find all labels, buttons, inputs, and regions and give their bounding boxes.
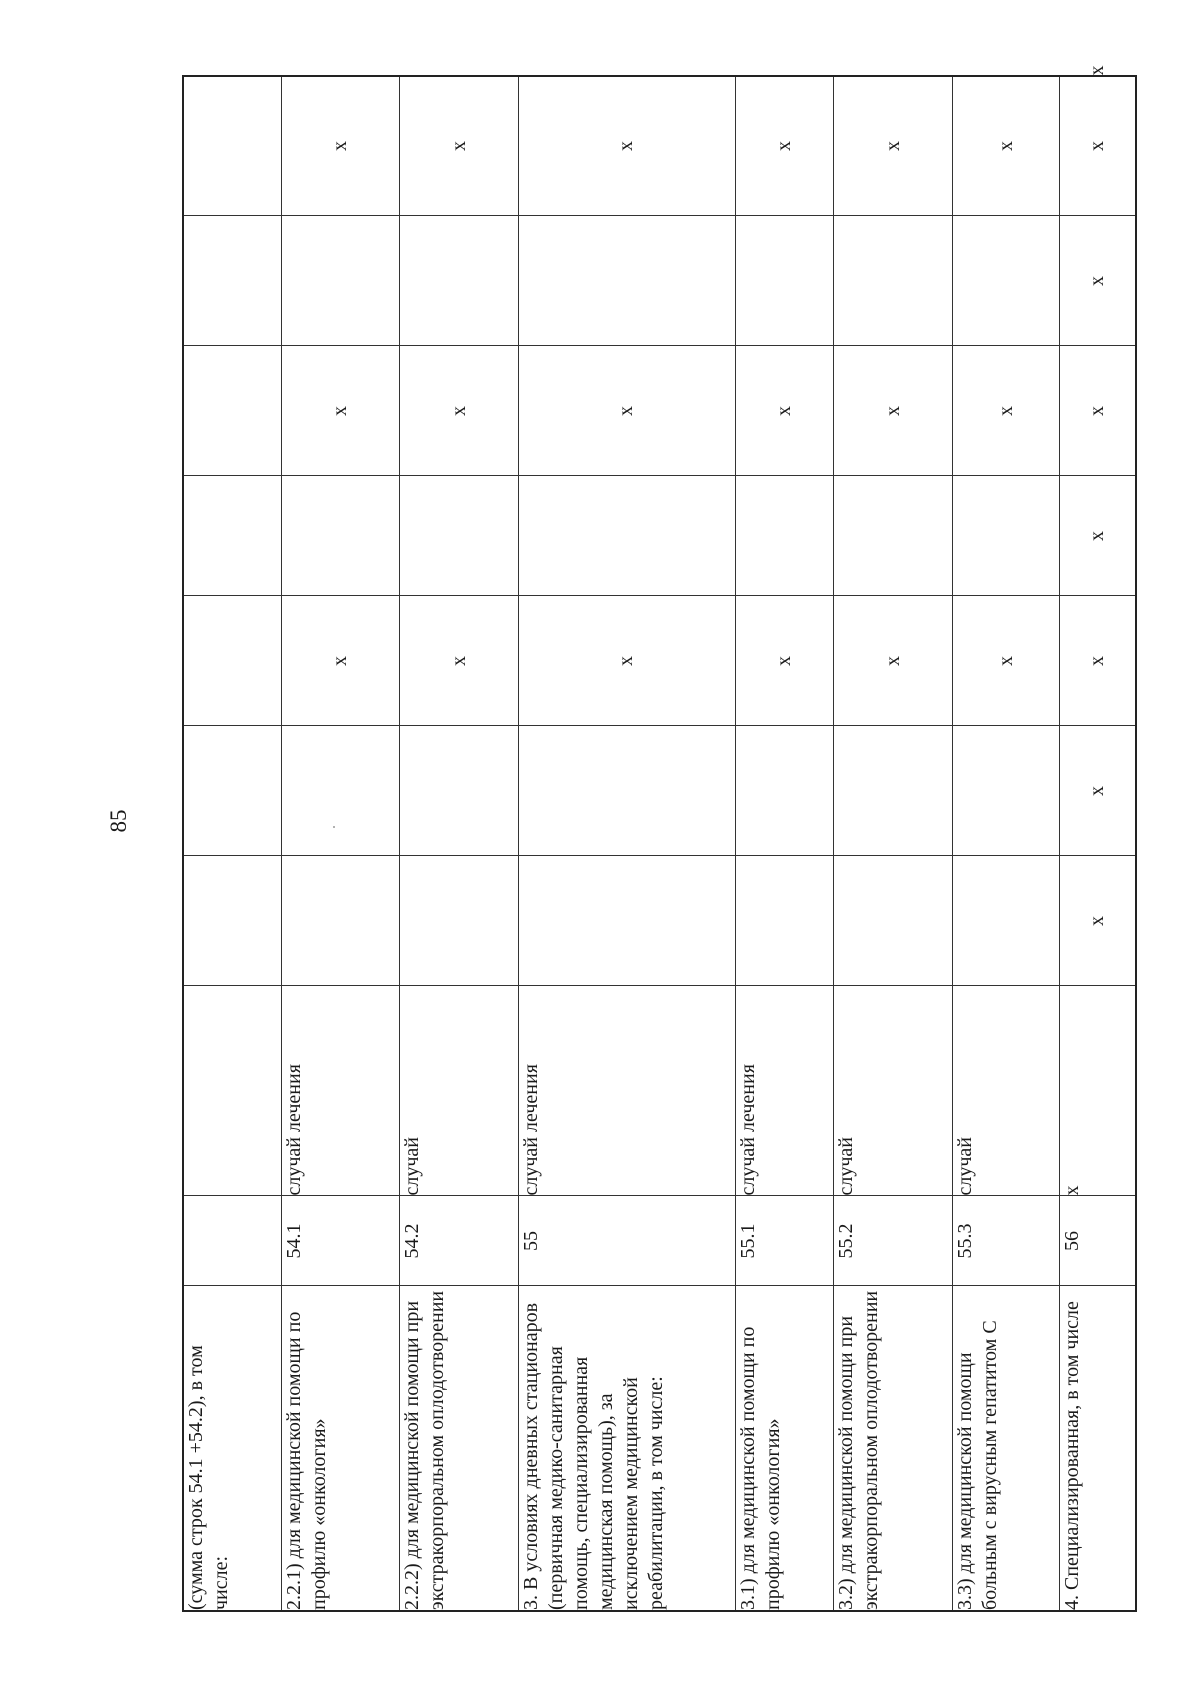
value-cell	[183, 596, 282, 726]
row-number-cell	[183, 1196, 282, 1286]
value-cell	[282, 726, 400, 856]
unit-cell: случай	[953, 986, 1060, 1196]
value-cell	[735, 726, 834, 856]
row-name-cell: 2.2.2) для медицинской помощи при экстракорпоральном оплодотворении	[400, 1286, 519, 1611]
value-cell	[400, 216, 519, 346]
value-cell: х	[282, 596, 400, 726]
table-row	[183, 76, 282, 1611]
row-number-cell: 54.1	[282, 1196, 400, 1286]
table-row	[834, 76, 953, 1611]
value-cell: х	[400, 596, 519, 726]
table-row	[953, 76, 1060, 1611]
unit-cell	[183, 986, 282, 1196]
row-number-cell: 55.2	[834, 1196, 953, 1286]
value-cell	[834, 856, 953, 986]
value-cell: х	[953, 76, 1060, 216]
value-cell	[400, 726, 519, 856]
unit-cell: случай	[400, 986, 519, 1196]
value-cell	[735, 856, 834, 986]
value-cell: х	[735, 596, 834, 726]
value-cell	[735, 476, 834, 596]
value-cell	[282, 216, 400, 346]
value-cell	[183, 76, 282, 216]
value-cell	[834, 216, 953, 346]
value-cell: х	[834, 346, 953, 476]
value-cell	[953, 856, 1060, 986]
value-cell: х	[1060, 856, 1136, 986]
row-name-cell: 3.1) для медицинской помощи по профилю «онкология»	[735, 1286, 834, 1611]
row-name-cell: 4. Специализированная, в том числе	[1060, 1286, 1136, 1611]
value-cell	[953, 476, 1060, 596]
value-cell: х	[282, 76, 400, 216]
row-number-cell: 56	[1060, 1196, 1136, 1286]
value-cell: х	[953, 346, 1060, 476]
value-cell	[400, 856, 519, 986]
value-cell: х	[1060, 216, 1136, 346]
value-cell: х	[1060, 346, 1136, 476]
table-row	[735, 76, 834, 1611]
table-frame	[182, 65, 1137, 1612]
value-cell	[183, 726, 282, 856]
value-cell: х	[400, 76, 519, 216]
unit-cell: случай лечения	[735, 986, 834, 1196]
value-cell	[519, 726, 736, 856]
value-cell	[519, 856, 736, 986]
row-number-cell: 55	[519, 1196, 736, 1286]
value-cell: х	[834, 596, 953, 726]
value-cell: х	[735, 346, 834, 476]
row-number-cell: 55.3	[953, 1196, 1060, 1286]
value-cell: х	[735, 76, 834, 216]
unit-cell: случай лечения	[282, 986, 400, 1196]
value-cell: х	[400, 346, 519, 476]
value-cell: х	[1060, 726, 1136, 856]
value-cell	[183, 856, 282, 986]
unit-cell: случай лечения	[519, 986, 736, 1196]
table-row: 4. Специализированная, в том числе 56 х х х х х х х х х	[1060, 76, 1136, 1611]
value-cell: х	[519, 346, 736, 476]
value-cell: х	[953, 596, 1060, 726]
value-cell: х	[519, 596, 736, 726]
row-name-cell: 2.2.1) для медицинской помощи по профилю «онкология»	[282, 1286, 400, 1611]
page-number: 85	[106, 809, 131, 833]
value-cell	[953, 726, 1060, 856]
value-cell	[953, 216, 1060, 346]
value-cell: х	[1060, 596, 1136, 726]
row-name-cell: 3.3) для медицинской помощи больным с вирусным гепатитом С	[953, 1286, 1060, 1611]
row-number-cell: 55.1	[735, 1196, 834, 1286]
table-row	[519, 76, 736, 1611]
row-name-cell: (сумма строк 54.1 +54.2), в том числе:	[183, 1286, 282, 1611]
value-cell: х	[282, 346, 400, 476]
table-row	[400, 76, 519, 1611]
data-table	[182, 65, 1137, 1612]
value-cell: х	[1060, 76, 1136, 216]
table-row	[282, 76, 400, 1611]
value-cell: х	[519, 76, 736, 216]
row-number-cell: 54.2	[400, 1196, 519, 1286]
row-name-cell: 3.2) для медицинской помощи при экстракорпоральном оплодотворении	[834, 1286, 953, 1611]
value-cell: х	[1060, 476, 1136, 596]
value-cell	[282, 856, 400, 986]
value-cell	[519, 476, 736, 596]
value-cell	[183, 346, 282, 476]
value-cell	[400, 476, 519, 596]
value-cell: х	[834, 76, 953, 216]
value-cell	[183, 216, 282, 346]
table-body	[183, 65, 1136, 1611]
value-cell	[282, 476, 400, 596]
row-name-cell: 3. В условиях дневных стационаров (первичная медико-санитарная помощь, специализированная медицинская помощь), за исключением медицинской реабилитации, в том числе:	[519, 1286, 736, 1611]
value-cell	[183, 476, 282, 596]
value-cell	[834, 726, 953, 856]
unit-cell: х	[1060, 986, 1136, 1196]
value-cell	[519, 216, 736, 346]
value-cell	[834, 476, 953, 596]
value-cell	[735, 216, 834, 346]
unit-cell: случай	[834, 986, 953, 1196]
